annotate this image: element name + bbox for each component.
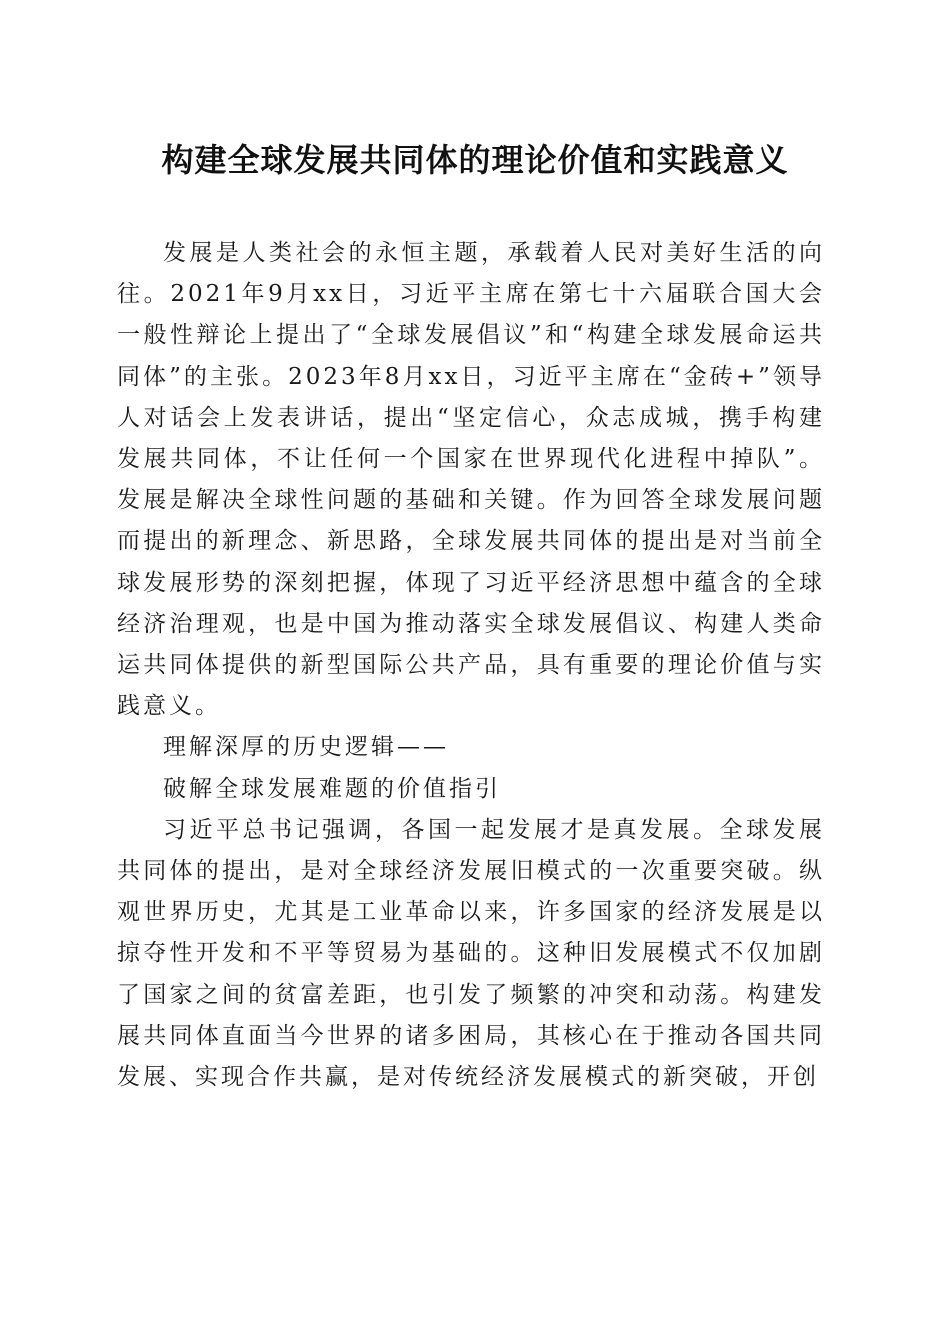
document-title: 构建全球发展共同体的理论价值和实践意义 — [161, 141, 789, 179]
document-body — [117, 233, 825, 1098]
section-heading-line-2: 破解全球发展难题的价值指引 — [163, 775, 501, 802]
section-heading-line-1: 理解深厚的历史逻辑—— — [163, 734, 449, 761]
paragraph-intro: 发展是人类社会的永恒主题，承载着人民对美好生活的向往。2021年9月xx日，习近平主席在第七十六届联合国大会一般性辩论上提出了“全球发展倡议”和“构建全球发展命运共同体”的主张。2023年8月xx日，习近平主席在“金砖+”领导人对话会上发表讲话，提出“坚定信心，众志成城，携手构建发展共同体，不让任何一个国家在世界现代化进程中掉队”。发展是解决全球性问题的基础和关键。作为回答全球发展问题而提出的新理念、新思路，全球发展共同体的提出是对当前全球发展形势的深刻把握，体现了习近平经济思想中蕴含的全球经济治理观，也是中国为推动落实全球发展倡议、构建人类命运共同体提供的新型国际公共产品，具有重要的理论价值与实践意义。 — [117, 240, 825, 720]
paragraph-section-1: 习近平总书记强调，各国一起发展才是真发展。全球发展共同体的提出，是对全球经济发展旧模式的一次重要突破。纵观世界历史，尤其是工业革命以来，许多国家的经济发展是以掠夺性开发和不平等贸易为基础的。这种旧发展模式不仅加剧了国家之间的贫富差距，也引发了频繁的冲突和动荡。构建发展共同体直面当今世界的诸多困局，其核心在于推动各国共同发展、实现合作共赢，是对传统经济发展模式的新突破，开创 — [117, 816, 825, 1091]
